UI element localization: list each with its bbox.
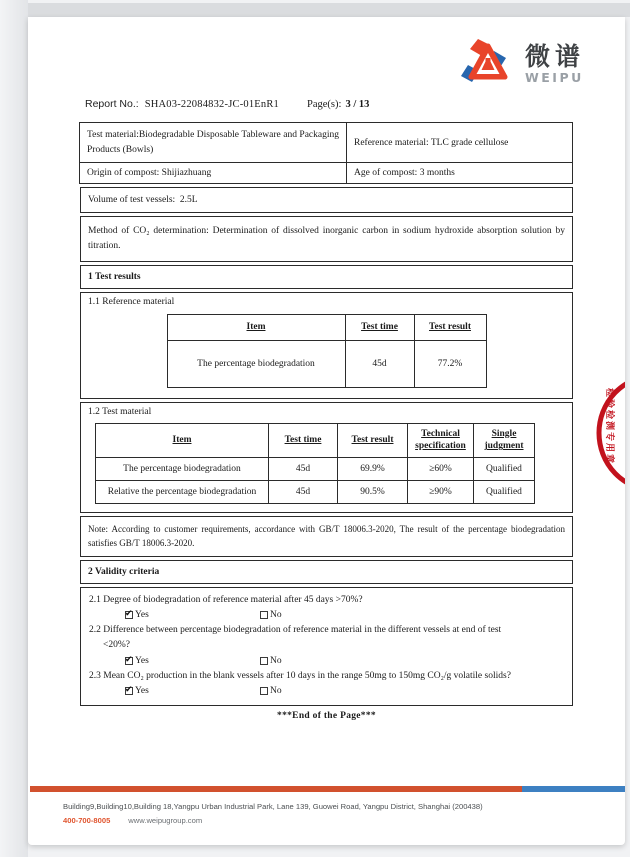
report-number-line bbox=[85, 98, 369, 110]
yes-label: Yes bbox=[135, 686, 149, 697]
yes-checkbox bbox=[125, 611, 133, 619]
cell-test-result: 77.2% bbox=[414, 340, 486, 387]
cell-single-judgment: Qualified bbox=[474, 457, 535, 480]
weipu-logo-text bbox=[524, 41, 585, 85]
origin-of-compost-cell: Origin of compost: Shijiazhuang bbox=[79, 162, 347, 184]
answer-row-2-1 bbox=[125, 608, 564, 622]
report-no-value: SHA03-22084832-JC-01EnR1 bbox=[144, 99, 280, 110]
no-label: No bbox=[270, 609, 282, 620]
reference-material-label: 1.1 Reference material bbox=[88, 296, 175, 307]
section-validity-title: 2 Validity criteria bbox=[80, 560, 573, 584]
table-row bbox=[96, 480, 535, 503]
yes-label: Yes bbox=[135, 609, 149, 620]
col-item: Item bbox=[96, 423, 269, 457]
footer-divider-bar bbox=[30, 786, 625, 792]
report-content bbox=[80, 123, 573, 721]
table-row bbox=[167, 340, 486, 387]
report-no-label: Report No.: bbox=[85, 98, 139, 110]
footer-bar-orange bbox=[30, 786, 522, 792]
no-label: No bbox=[270, 655, 282, 666]
report-page bbox=[28, 17, 625, 845]
method-row: Method of CO₂ determination: Determination of dissolved inorganic carbon in sodium hydroxide absorption solution by titration. bbox=[80, 216, 573, 261]
reference-material-cell: Reference material: TLC grade cellulose bbox=[346, 122, 573, 163]
seal-text: 检验检测专用章 bbox=[604, 388, 614, 466]
sample-info-table bbox=[80, 123, 573, 184]
footer-contact-line bbox=[63, 814, 483, 828]
partial-seal-stamp bbox=[594, 374, 625, 492]
cell-single-judgment: Qualified bbox=[474, 480, 535, 503]
validity-criteria-box bbox=[80, 587, 573, 707]
table-header-row bbox=[96, 423, 535, 457]
cell-item: Relative the percentage biodegradation bbox=[96, 480, 269, 503]
no-option bbox=[260, 654, 395, 668]
weipu-logo bbox=[461, 38, 585, 90]
logo-chinese-name: 微谱 bbox=[524, 41, 585, 71]
cell-technical-specification: ≥60% bbox=[408, 457, 474, 480]
col-technical-specification: Technical specification bbox=[408, 423, 474, 457]
yes-checkbox bbox=[125, 687, 133, 695]
cell-technical-specification: ≥90% bbox=[408, 480, 474, 503]
cell-item: The percentage biodegradation bbox=[96, 457, 269, 480]
no-checkbox bbox=[260, 687, 268, 695]
footer bbox=[63, 800, 483, 827]
col-test-result: Test result bbox=[338, 423, 408, 457]
age-of-compost-cell: Age of compost: 3 months bbox=[346, 162, 573, 184]
yes-option bbox=[125, 608, 260, 622]
cell-test-time: 45d bbox=[345, 340, 414, 387]
cell-test-time: 45d bbox=[269, 457, 338, 480]
cell-item: The percentage biodegradation bbox=[167, 340, 345, 387]
viewer-background bbox=[0, 0, 28, 857]
question-2-2: 2.2 Difference between percentage biodegradation of reference material in the different vessels at end of test bbox=[89, 625, 502, 636]
table-row bbox=[96, 457, 535, 480]
test-material-table bbox=[95, 423, 535, 504]
footer-website: www.weipugroup.com bbox=[128, 815, 203, 825]
pages-value: 3 / 13 bbox=[345, 99, 370, 110]
cell-test-time: 45d bbox=[269, 480, 338, 503]
footer-bar-blue bbox=[522, 786, 625, 792]
weipu-logo-icon bbox=[461, 38, 515, 90]
viewer-top-strip bbox=[28, 3, 630, 17]
question-2-3: 2.3 Mean CO₂ production in the blank vessels after 10 days in the range 50mg to 150mg CO₂/g volatile solids? bbox=[89, 670, 511, 681]
section-test-results-title: 1 Test results bbox=[80, 265, 573, 289]
yes-label: Yes bbox=[135, 655, 149, 666]
section-reference-material bbox=[80, 292, 573, 399]
no-option bbox=[260, 608, 395, 622]
answer-row-2-2 bbox=[125, 654, 564, 668]
table-header-row bbox=[167, 314, 486, 340]
yes-option bbox=[125, 654, 260, 668]
no-option bbox=[260, 684, 395, 698]
volume-row: Volume of test vessels: 2.5L bbox=[80, 187, 573, 213]
no-checkbox bbox=[260, 657, 268, 665]
test-material-cell: Test material:Biodegradable Disposable Tableware and Packaging Products (Bowls) bbox=[79, 122, 347, 163]
yes-checkbox bbox=[125, 657, 133, 665]
pages-label: Page(s): bbox=[307, 99, 342, 110]
cell-test-result: 69.9% bbox=[338, 457, 408, 480]
col-item: Item bbox=[167, 314, 345, 340]
test-material-label: 1.2 Test material bbox=[88, 406, 152, 417]
note-row: Note: According to customer requirements, accordance with GB/T 18006.3-2020, The result of the percentage biodegradation satisfies GB/T 18006.3-2020. bbox=[80, 516, 573, 557]
no-label: No bbox=[270, 686, 282, 697]
question-2-2-continued: <20%? bbox=[103, 640, 130, 651]
end-of-page-marker: ***End of the Page*** bbox=[277, 711, 376, 722]
col-test-time: Test time bbox=[345, 314, 414, 340]
question-2-1: 2.1 Degree of biodegradation of reference material after 45 days >70%? bbox=[89, 594, 363, 605]
footer-phone: 400-700-8005 bbox=[63, 815, 111, 825]
logo-english-name: WEIPU bbox=[524, 69, 584, 85]
col-test-result: Test result bbox=[414, 314, 486, 340]
reference-material-table bbox=[167, 314, 487, 388]
answer-row-2-3 bbox=[125, 684, 564, 698]
col-test-time: Test time bbox=[269, 423, 338, 457]
no-checkbox bbox=[260, 611, 268, 619]
footer-address: Building9,Building10,Building 18,Yangpu Urban Industrial Park, Lane 139, Guowei Road, Yangpu District, Shanghai (200438) bbox=[63, 802, 483, 811]
section-test-material bbox=[80, 402, 573, 513]
cell-test-result: 90.5% bbox=[338, 480, 408, 503]
col-single-judgment: Single judgment bbox=[474, 423, 535, 457]
yes-option bbox=[125, 684, 260, 698]
